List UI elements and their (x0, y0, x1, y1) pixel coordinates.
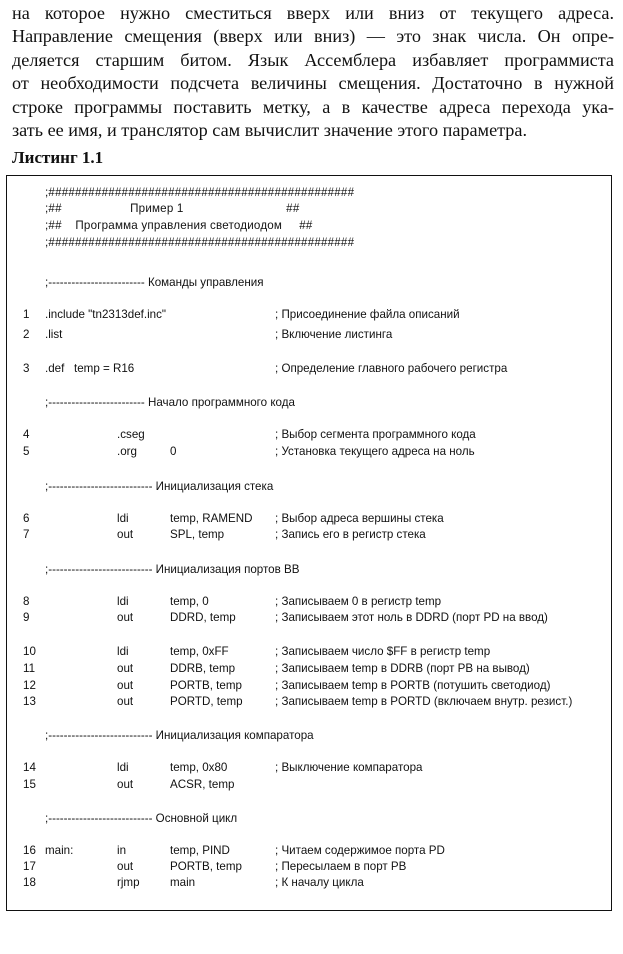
header-line: ;## Программа управления светодиодом ## (45, 219, 313, 232)
header-line: ;## Пример 1 ## (45, 202, 300, 215)
code-line: 17 out PORTB, temp ; Пересылаем в порт PB (23, 860, 407, 873)
code-line: 12 out PORTB, temp ; Записываем temp в PORTB (потушить светодиод) (23, 679, 551, 692)
intro-line: деляется старшим битом. Язык Ассемблера избавляет программиста (12, 49, 614, 70)
code-label: main: (45, 844, 74, 857)
code-listing-frame (6, 175, 612, 911)
code-line: 13 out PORTD, temp ; Записываем temp в PORTD (включаем внутр. резист.) (23, 695, 573, 708)
code-line: 11 out DDRB, temp ; Записываем temp в DDRB (порт PB на вывод) (23, 662, 530, 675)
intro-line: на которое нужно сместиться вверх или вниз от текущего адреса. (12, 3, 614, 23)
header-line: ;############################################## (45, 236, 355, 249)
code-line: 18 rjmp main ; К началу цикла (23, 876, 364, 889)
code-line: 2 .list ; Включение листинга (23, 328, 393, 341)
section-comment: ;------------------------- Начало программного кода (45, 396, 295, 409)
intro-line: Направление смещения (вверх или вниз) — это знак числа. Он опре- (12, 26, 614, 47)
intro-line: зать ее имя, и транслятор сам вычислит значение этого параметра. (12, 120, 528, 141)
section-comment: ;--------------------------- Инициализация стека (45, 480, 274, 493)
code-line: 9 out DDRD, temp ; Записываем этот ноль в DDRD (порт PD на ввод) (23, 611, 548, 624)
code-line: 14 ldi temp, 0x80 ; Выключение компаратора (23, 761, 423, 774)
code-line: 1 .include "tn2313def.inc" ; Присоединение файла описаний (23, 308, 460, 321)
code-line: 5 .org 0 ; Установка текущего адреса на ноль (23, 445, 475, 458)
code-line: 6 ldi temp, RAMEND ; Выбор адреса вершины стека (23, 512, 444, 525)
code-line: 16 main: in temp, PIND ; Читаем содержимое порта PD (23, 844, 445, 857)
code-line: 4 .cseg ; Выбор сегмента программного кода (23, 428, 476, 441)
code-line: 7 out SPL, temp ; Запись его в регистр стека (23, 528, 426, 541)
section-comment: ;--------------------------- Основной цикл (45, 812, 238, 825)
section-comment: ;--------------------------- Инициализация компаратора (45, 729, 314, 742)
code-line: 10 ldi temp, 0xFF ; Записываем число $FF в регистр temp (23, 645, 491, 658)
intro-paragraph (12, 2, 614, 142)
listing-title: Листинг 1.1 (12, 148, 104, 167)
section-comment: ;--------------------------- Инициализация портов ВВ (45, 563, 300, 576)
code-line: 3 .def temp = R16 ; Определение главного рабочего регистра (23, 362, 508, 375)
intro-line: от необходимости подсчета величины смещения. Достаточно в нужной (12, 73, 614, 94)
section-comment: ;------------------------- Команды управления (45, 276, 264, 289)
header-line: ;############################################## (45, 186, 355, 199)
intro-line: строке программы поставить метку, а в качестве адреса перехода ука- (12, 96, 614, 117)
code-line: 15 out ACSR, temp (23, 778, 235, 791)
code-line: 8 ldi temp, 0 ; Записываем 0 в регистр temp (23, 595, 442, 608)
